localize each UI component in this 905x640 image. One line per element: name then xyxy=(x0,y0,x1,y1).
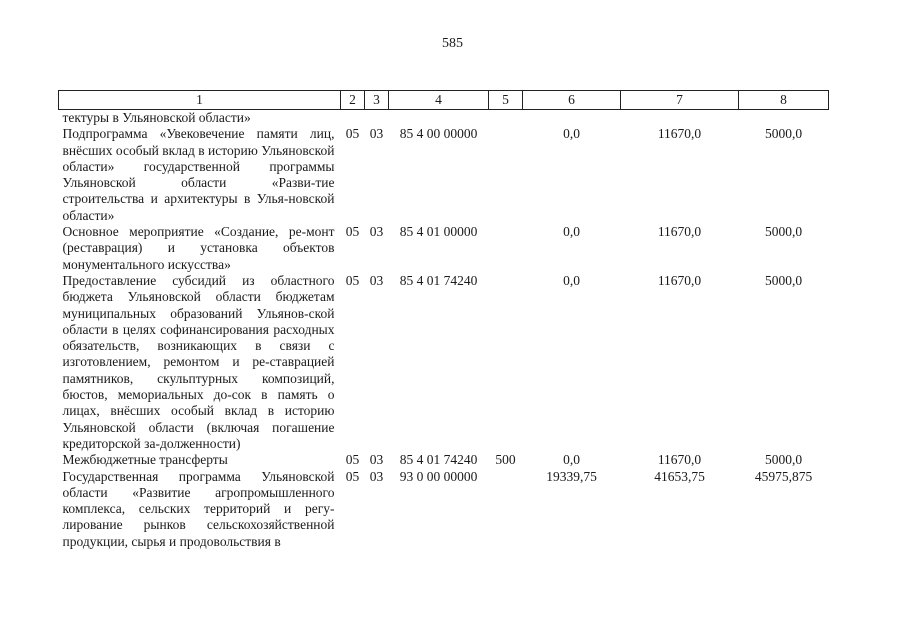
table-header xyxy=(59,91,829,110)
row-subsection: 03 xyxy=(369,452,384,468)
row-expense-type xyxy=(489,469,523,550)
row-description: Государственная программа Ульяновской области «Развитие агропромышленного комплекса, сельских территорий и регу-лирование рынков сельскохозяйственной продукции, сырья и продовольствия в xyxy=(62,468,335,549)
row-expense-type xyxy=(489,224,523,273)
row-subsection: 03 xyxy=(369,224,384,240)
row-description: Подпрограмма «Увековечение памяти лиц, внёсших особый вклад в историю Ульяновской области» государственной программы Ульяновской области «Разви-тие строительства и архитектуры в Улья-новской области» xyxy=(62,126,335,223)
header-col-8: 8 xyxy=(739,91,829,110)
row-expense-type xyxy=(489,126,523,224)
header-col-5: 5 xyxy=(489,91,523,110)
header-col-4: 4 xyxy=(389,91,489,110)
row-amount-col6: 0,0 xyxy=(563,126,580,142)
row-amount-col7: 11670,0 xyxy=(657,452,702,468)
header-col-3: 3 xyxy=(365,91,389,110)
row-amount-col7 xyxy=(621,110,739,127)
table-row xyxy=(59,452,829,468)
header-col-2: 2 xyxy=(341,91,365,110)
table-row xyxy=(59,273,829,452)
row-expense-type xyxy=(489,110,523,127)
row-section: 05 xyxy=(345,452,360,468)
row-description: Межбюджетные трансферты xyxy=(62,452,228,468)
row-section: 05 xyxy=(345,468,360,484)
row-description: тектуры в Ульяновской области» xyxy=(62,110,251,125)
row-target-code: 85 4 00 00000 xyxy=(399,126,478,142)
table-body xyxy=(59,110,829,551)
row-subsection xyxy=(365,110,389,127)
row-expense-type: 500 xyxy=(495,452,516,468)
row-description: Предоставление субсидий из областного бюджета Ульяновской области бюджетам муниципальных образований Ульянов-ской области в целях софинансирования расходных обязательств, возникающих в связи с изготовлением, ремонтом и ре-ставрацией памятников, скульптурных композиций, бюстов, мемориальных до-сок в память о лицах, внёсших особый вклад в историю Ульяновской области (включая погашение кредиторской за-долженности) xyxy=(62,272,335,451)
row-target-code: 85 4 01 00000 xyxy=(399,224,478,240)
row-subsection: 03 xyxy=(369,126,384,142)
row-target-code xyxy=(389,110,489,127)
row-amount-col7: 11670,0 xyxy=(657,272,702,288)
budget-table xyxy=(58,90,829,550)
header-col-1: 1 xyxy=(59,91,341,110)
table-row xyxy=(59,126,829,224)
row-subsection: 03 xyxy=(369,272,384,288)
header-col-7: 7 xyxy=(621,91,739,110)
page-number: 585 xyxy=(442,36,463,51)
table-row xyxy=(59,469,829,550)
row-amount-col8: 5000,0 xyxy=(764,272,803,288)
row-amount-col7: 11670,0 xyxy=(657,224,702,240)
row-target-code: 85 4 01 74240 xyxy=(399,452,478,468)
row-section: 05 xyxy=(345,224,360,240)
row-section xyxy=(341,110,365,127)
row-amount-col8: 5000,0 xyxy=(764,126,803,142)
table-row xyxy=(59,224,829,273)
row-target-code: 93 0 00 00000 xyxy=(399,468,478,484)
row-amount-col6: 0,0 xyxy=(563,224,580,240)
row-description: Основное мероприятие «Создание, ре-монт (реставрация) и установка объектов монументального искусства» xyxy=(62,224,335,272)
row-amount-col8 xyxy=(739,110,829,127)
row-subsection: 03 xyxy=(369,468,384,484)
row-amount-col7: 11670,0 xyxy=(657,126,702,142)
row-amount-col8: 5000,0 xyxy=(764,224,803,240)
header-row xyxy=(59,91,829,110)
row-amount-col6 xyxy=(523,110,621,127)
header-col-6: 6 xyxy=(523,91,621,110)
row-section: 05 xyxy=(345,272,360,288)
row-target-code: 85 4 01 74240 xyxy=(399,272,478,288)
table-row xyxy=(59,110,829,127)
row-amount-col8: 5000,0 xyxy=(764,452,803,468)
row-expense-type xyxy=(489,273,523,452)
row-section: 05 xyxy=(345,126,360,142)
row-amount-col6: 0,0 xyxy=(563,272,580,288)
row-amount-col6: 0,0 xyxy=(563,452,580,468)
row-amount-col7: 41653,75 xyxy=(654,468,705,484)
row-amount-col6: 19339,75 xyxy=(546,468,597,484)
row-amount-col8: 45975,875 xyxy=(754,468,813,484)
